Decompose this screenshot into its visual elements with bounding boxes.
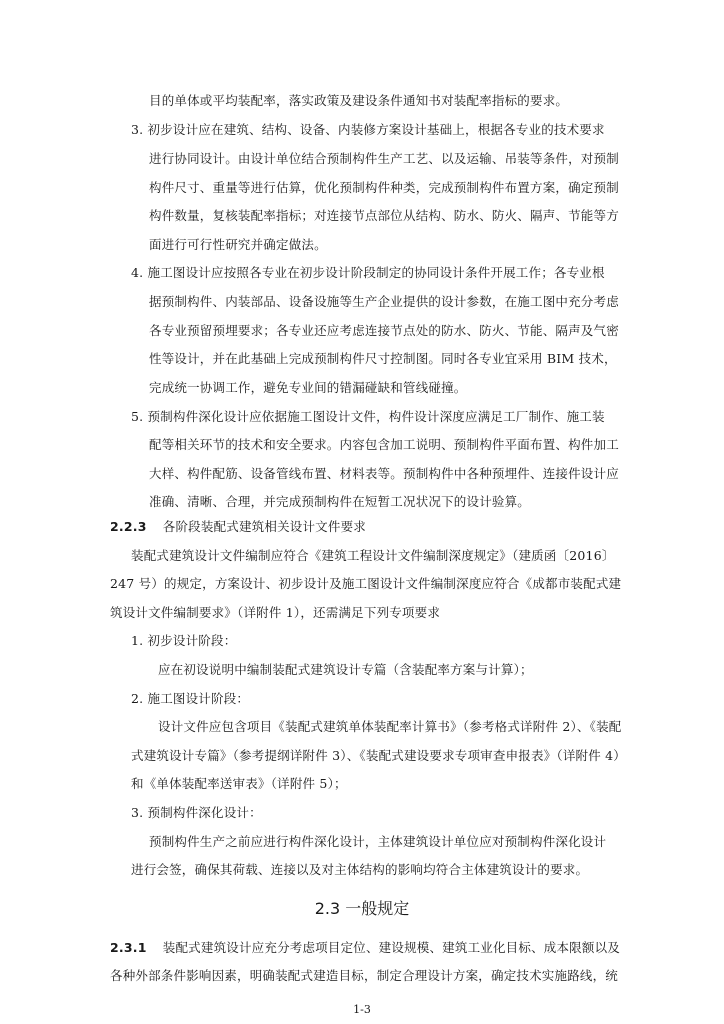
item-5-line: 准确、清晰、合理，并完成预制构件在短暂工况状况下的设计验算。 <box>149 494 531 509</box>
item-3-line: 进行协同设计。由设计单位结合预制构件生产工艺、以及运输、吊装等条件，对预制 <box>149 151 619 166</box>
intro-line: 247 号）的规定，方案设计、初步设计及施工图设计文件编制深度应符合《成都市装配式建 <box>110 576 622 591</box>
stage-3-text-line: 预制构件生产之前应进行构件深化设计，主体建筑设计单位应对预制构件深化设计 <box>149 834 607 849</box>
intro-line: 筑设计文件编制要求》（详附件 1），还需满足下列专项要求 <box>110 605 441 620</box>
page-number: 1-3 <box>353 1003 371 1016</box>
item-4-line: 各专业预留预埋要求；各专业还应考虑连接节点处的防水、防火、节能、隔声及气密 <box>149 323 619 338</box>
section-number: 2.3.1 <box>110 940 147 955</box>
stage-1-text: 应在初设说明中编制装配式建筑设计专篇（含装配率方案与计算）； <box>158 662 533 677</box>
item-4-line: 据预制构件、内装部品、设备设施等生产企业提供的设计参数，在施工图中充分考虑 <box>149 294 619 309</box>
section-text: 装配式建筑设计应充分考虑项目定位、建设规模、建筑工业化目标、成本限额以及 <box>162 940 620 955</box>
stage-2-text-line: 和《单体装配率送审表》（详附件 5）； <box>131 776 347 791</box>
item-4-line: 性等设计，并在此基础上完成预制构件尺寸控制图。同时各专业宜采用 BIM 技术， <box>149 351 617 366</box>
item-5-line: 5. 预制构件深化设计应依据施工图设计文件，构件设计深度应满足工厂制作、施工装 <box>131 409 605 424</box>
item-3-line: 构件数量，复核装配率指标；对连接节点部位从结构、防水、防火、隔声、节能等方 <box>149 208 619 223</box>
stage-2-text-line: 设计文件应包含项目《装配式建筑单体装配率计算书》（参考格式详附件 2）、《装配 <box>158 719 622 734</box>
stage-3-title: 3. 预制构件深化设计： <box>131 805 262 820</box>
item-4-line: 4. 施工图设计应按照各专业在初步设计阶段制定的协同设计条件开展工作；各专业根 <box>131 265 605 280</box>
item-3-line: 3. 初步设计应在建筑、结构、设备、内装修方案设计基础上，根据各专业的技术要求 <box>131 122 605 137</box>
item-3-line: 构件尺寸、重量等进行估算，优化预制构件种类，完成预制构件布置方案，确定预制 <box>149 180 619 195</box>
item-3-line: 面进行可行性研究并确定做法。 <box>149 237 327 252</box>
item-2-continuation: 目的单体或平均装配率，落实政策及建设条件通知书对装配率指标的要求。 <box>149 93 569 108</box>
item-5-line: 大样、构件配筋、设备管线布置、材料表等。预制构件中各种预埋件、连接件设计应 <box>149 466 619 481</box>
stage-1-title: 1. 初步设计阶段： <box>131 633 237 648</box>
item-4-line: 完成统一协调工作，避免专业间的错漏碰缺和管线碰撞。 <box>149 380 467 395</box>
stage-3-text-line: 进行会签，确保其荷载、连接以及对主体结构的影响均符合主体建筑设计的要求。 <box>131 862 589 877</box>
section-2-2-3-heading <box>110 518 366 536</box>
stage-2-title: 2. 施工图设计阶段： <box>131 691 250 706</box>
section-2-3-1-line <box>110 939 620 957</box>
section-2-3-1-line: 各种外部条件影响因素，明确装配式建造目标，制定合理设计方案，确定技术实施路线，统 <box>110 968 619 983</box>
item-5-line: 配等相关环节的技术和安全要求。内容包含加工说明、预制构件平面布置、构件加工 <box>149 437 619 452</box>
section-number: 2.2.3 <box>110 519 147 534</box>
intro-line: 装配式建筑设计文件编制应符合《建筑工程设计文件编制深度规定》（建质函〔2016〕 <box>131 548 615 563</box>
section-title: 各阶段装配式建筑相关设计文件要求 <box>162 519 366 534</box>
stage-2-text-line: 式建筑设计专篇》（参考提纲详附件 3）、《装配式建设要求专项审查申报表》（详附件 4） <box>131 748 626 763</box>
section-2-3-title: 2.3 一般规定 <box>314 899 410 918</box>
